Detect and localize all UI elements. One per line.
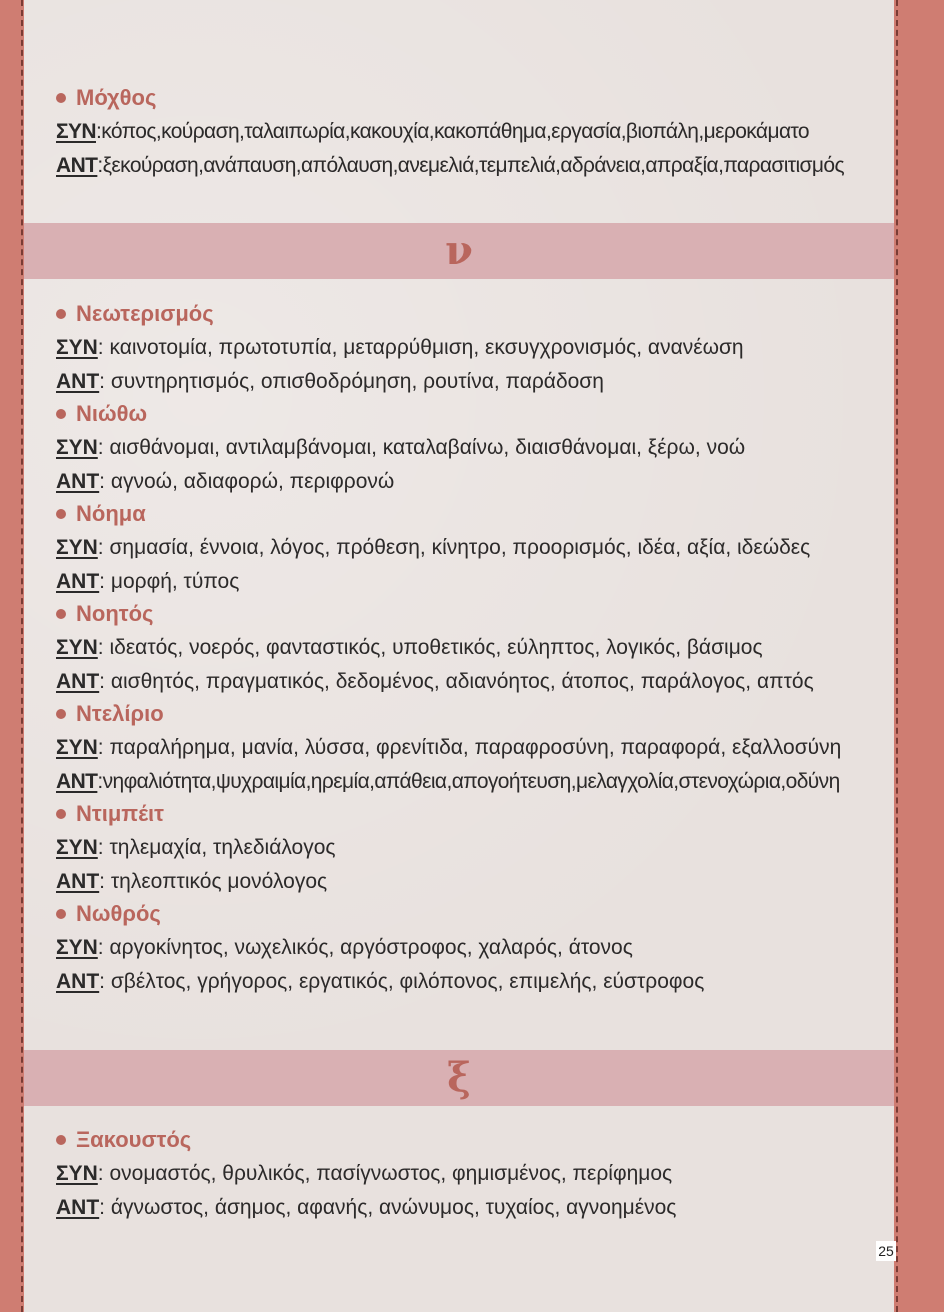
syn-label: ΣΥΝ [56,936,98,959]
entry-word [56,802,336,826]
bullet-icon [56,809,66,819]
antonyms-line [56,770,841,794]
bullet-icon [56,909,66,919]
right-border [894,0,944,1312]
colon: : [99,470,106,493]
syn-label: ΣΥΝ [56,636,98,659]
entry [56,86,844,178]
syn-label: ΣΥΝ [56,1162,98,1185]
section-letter: ν [445,227,473,274]
antonyms-line [56,570,810,594]
ant-label: ΑΝΤ [56,154,98,177]
entry-word-text: Νόημα [76,501,146,526]
antonyms-line [56,670,814,694]
synonyms: ονομαστός, θρυλικός, πασίγνωστος, φημισμένος, περίφημος [103,1162,673,1185]
antonyms: ξεκούραση,ανάπαυση,απόλαυση,ανεμελιά,τεμπελιά,αδράνεια,απραξία,παρασιτισμός [102,154,845,177]
colon: : [97,770,103,793]
entry-word-text: Νεωτερισμός [76,301,214,326]
syn-label: ΣΥΝ [56,436,98,459]
entry [56,402,745,494]
antonyms: σβέλτος, γρήγορος, εργατικός, φιλόπονος, επιμελής, εύστροφος [105,970,705,993]
antonyms-line [56,870,336,894]
ant-label: ΑΝΤ [56,770,98,793]
antonyms-line [56,970,704,994]
entry-word-text: Μόχθος [76,85,157,110]
antonyms: τηλεοπτικός μονόλογος [105,870,328,893]
syn-label: ΣΥΝ [56,536,98,559]
entry-word [56,402,745,426]
letter-band-xi [24,1050,894,1106]
entry-word [56,902,704,926]
synonyms-line [56,436,745,460]
colon: : [97,636,104,659]
synonyms: αργοκίνητος, νωχελικός, αργόστροφος, χαλαρός, άτονος [103,936,633,959]
synonyms-line [56,536,810,560]
colon: : [99,1196,106,1219]
antonyms: άγνωστος, άσημος, αφανής, ανώνυμος, τυχαίος, αγνοημένος [105,1196,677,1219]
syn-label: ΣΥΝ [56,120,96,143]
ant-label: ΑΝΤ [56,670,100,693]
ant-label: ΑΝΤ [56,870,100,893]
ant-label: ΑΝΤ [56,470,100,493]
colon: : [95,120,102,143]
bullet-icon [56,609,66,619]
colon: : [97,936,104,959]
bullet-icon [56,1135,66,1145]
synonyms-line [56,336,744,360]
colon: : [97,154,103,177]
antonyms: νηφαλιότητα,ψυχραιμία,ηρεμία,απάθεια,απογοήτευση,μελαγχολία,στενοχώρια,οδύνη [102,770,840,793]
colon: : [97,1162,104,1185]
entry-word-text: Νοητός [76,601,154,626]
colon: : [99,670,106,693]
entry-word [56,86,844,110]
ant-label: ΑΝΤ [56,1196,100,1219]
syn-label: ΣΥΝ [56,736,98,759]
synonyms: ιδεατός, νοερός, φανταστικός, υποθετικός, εύληπτος, λογικός, βάσιμος [103,636,763,659]
synonyms: καινοτομία, πρωτοτυπία, μεταρρύθμιση, εκσυγχρονισμός, ανανέωση [103,336,744,359]
synonyms-line [56,636,814,660]
entry-word-text: Νιώθω [76,401,148,426]
entry-word [56,502,810,526]
syn-label: ΣΥΝ [56,836,98,859]
bullet-icon [56,93,66,103]
entry-word [56,602,814,626]
antonyms-line [56,154,844,178]
right-stitch [896,0,898,1312]
entry [56,802,336,894]
section-letter: ξ [447,1054,471,1101]
entry-word-text: Νωθρός [76,901,161,926]
entry-word-text: Ντελίριο [76,701,164,726]
ant-label: ΑΝΤ [56,570,100,593]
entry [56,1128,676,1220]
colon: : [97,536,104,559]
bullet-icon [56,509,66,519]
antonyms-line [56,1196,676,1220]
entry-word [56,702,841,726]
ant-label: ΑΝΤ [56,970,100,993]
colon: : [99,370,106,393]
letter-band-nu [24,223,894,279]
entry [56,502,810,594]
synonyms: κόπος,κούραση,ταλαιπωρία,κακουχία,κακοπάθημα,εργασία,βιοπάλη,μεροκάματο [101,120,809,143]
entry [56,902,704,994]
synonyms: τηλεμαχία, τηλεδιάλογος [103,836,336,859]
antonyms-line [56,370,744,394]
synonyms: αισθάνομαι, αντιλαμβάνομαι, καταλαβαίνω, διαισθάνομαι, ξέρω, νοώ [103,436,746,459]
entry-word-text: Ντιμπέιτ [76,801,164,826]
bullet-icon [56,709,66,719]
entry-word [56,302,744,326]
colon: : [97,336,104,359]
synonyms-line [56,120,844,144]
synonyms-line [56,1162,676,1186]
entry-word-text: Ξακουστός [76,1127,192,1152]
syn-label: ΣΥΝ [56,336,98,359]
entry-word [56,1128,676,1152]
antonyms: αγνοώ, αδιαφορώ, περιφρονώ [105,470,395,493]
colon: : [97,436,104,459]
colon: : [97,836,104,859]
entry [56,302,744,394]
left-stitch [21,0,23,1312]
colon: : [99,570,106,593]
synonyms: σημασία, έννοια, λόγος, πρόθεση, κίνητρο, προορισμός, ιδέα, αξία, ιδεώδες [103,536,811,559]
bullet-icon [56,409,66,419]
colon: : [97,736,104,759]
synonyms-line [56,736,841,760]
antonyms: συντηρητισμός, οπισθοδρόμηση, ρουτίνα, παράδοση [105,370,604,393]
bullet-icon [56,309,66,319]
synonyms-line [56,936,704,960]
entry [56,702,841,794]
colon: : [99,870,106,893]
antonyms-line [56,470,745,494]
colon: : [99,970,106,993]
synonyms: παραλήρημα, μανία, λύσσα, φρενίτιδα, παραφροσύνη, παραφορά, εξαλλοσύνη [103,736,842,759]
antonyms: μορφή, τύπος [105,570,240,593]
entry [56,602,814,694]
synonyms-line [56,836,336,860]
antonyms: αισθητός, πραγματικός, δεδομένος, αδιανόητος, άτοπος, παράλογος, απτός [105,670,814,693]
ant-label: ΑΝΤ [56,370,100,393]
page-number: 25 [876,1241,896,1261]
